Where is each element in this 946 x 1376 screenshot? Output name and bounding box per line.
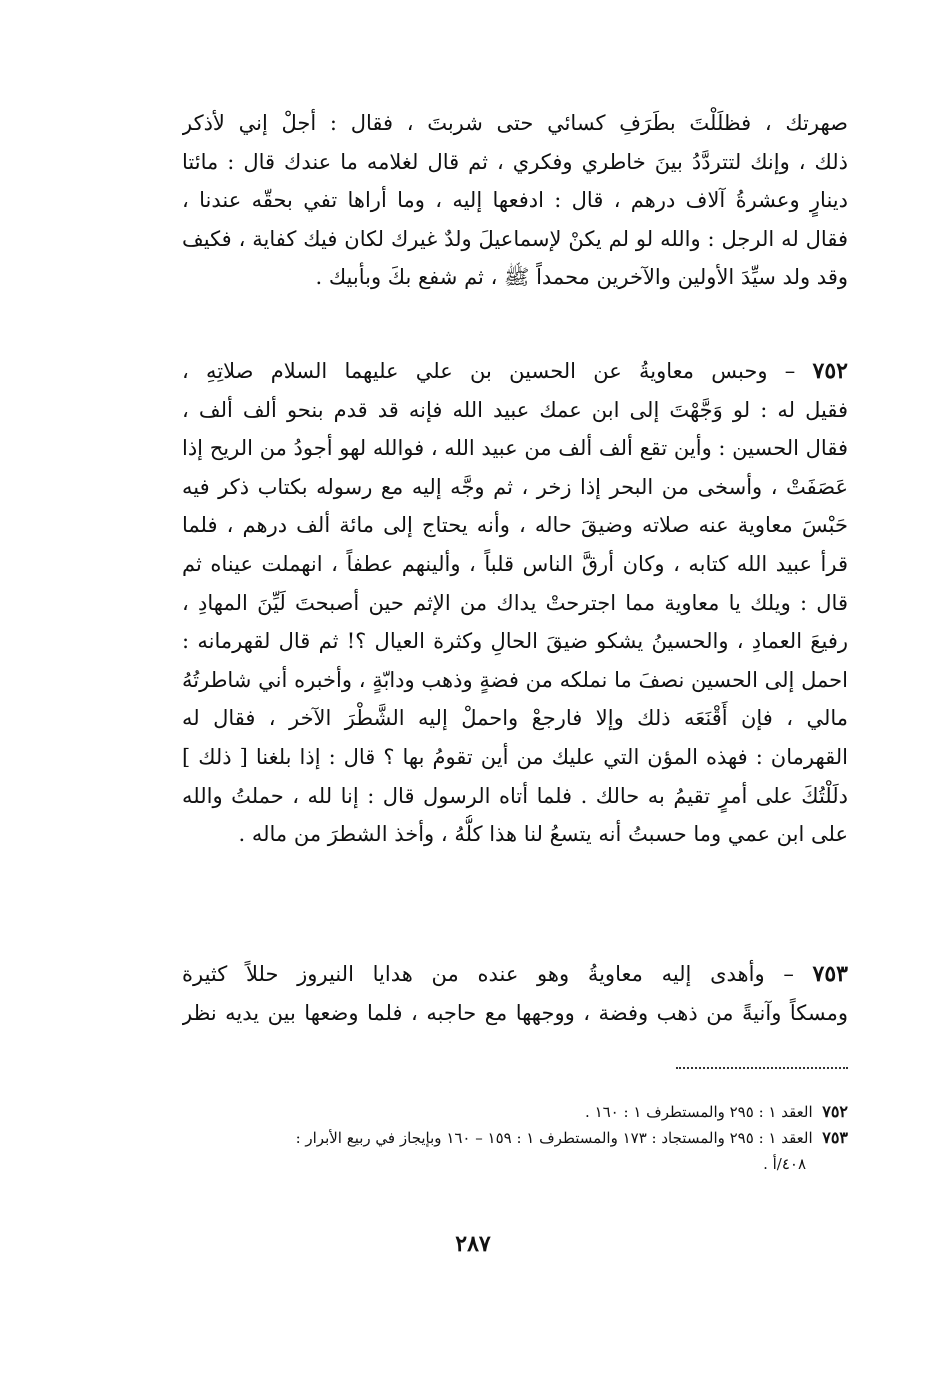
entry-first-line-text: – وحبس معاويةُ عن الحسين بن علي عليهما السلام صلاتِهِ ،	[182, 359, 796, 383]
entry-first-line	[182, 352, 848, 391]
text-line: دلَلْتُكَ على أمرٍ تقيمُ به حالك . فلما أتاه الرسول قال : إنا لله ، حملتُ والله	[182, 783, 848, 808]
entry-first-line	[182, 955, 848, 994]
text-line: وقد ولد سيِّدَ الأولين والآخرين محمداً ﷺ ، ثم شفع بكَ وبأبيك .	[315, 265, 848, 290]
text-line: رفيعَ العمادِ ، والحسينُ يشكو ضيقَ الحالِ وكثرة العيال ؟! ثم قال لقهرمانه :	[182, 629, 848, 654]
text-line: القهرمان : فهذه المؤن التي عليك من أين تقومُ بها ؟ قال : إذا بلغنا [ ذلك ]	[182, 744, 848, 769]
footnote-753	[190, 1125, 848, 1151]
footnote-text: العقد ١ : ٢٩٥ والمستجاد : ١٧٣ والمستطرف ١ : ١٥٩ – ١٦٠ وبإيجاز في ربيع الأبرار :	[295, 1129, 813, 1147]
footnote-separator	[676, 1067, 848, 1069]
footnote-752	[190, 1099, 848, 1125]
text-line: احمل إلى الحسين نصفَ ما نملكه من فضةٍ وذهب ودابّةٍ ، وأخبره أني شاطرتُهُ	[182, 667, 848, 692]
entry-first-line-text: – وأهدى إليه معاويةُ وهو عنده من هدايا النيروز حللاً كثيرة	[182, 962, 794, 986]
footnotes	[190, 1099, 848, 1177]
footnote-number: ٧٥٣	[822, 1128, 848, 1147]
text-line: عَصَفَتْ ، وأسخى من البحر إذا زخر ، ثم وجَّه إليه مع رسوله بكتاب ذكر فيه	[182, 474, 848, 499]
footnote-number: ٧٥٢	[822, 1102, 848, 1121]
text-line: مالي ، فإن أَقْنَعَه ذلك وإلا فارجعْ واحملْ إليه الشَّطْرَ الآخر ، فقال له	[182, 706, 848, 731]
text-line: ذلك ، وإنك لتتردَّدُ بينَ خاطري وفكري ، ثم قال لغلامه ما عندك قال : مائتا	[182, 149, 848, 174]
page-number: ٢٨٧	[455, 1231, 491, 1257]
footnote-text: العقد ١ : ٢٩٥ والمستطرف ١ : ١٦٠ .	[585, 1103, 813, 1121]
text-line: على ابن عمي وما حسبتُ أنه يتسعُ لنا هذا كلُّهُ ، وأخذ الشطرَ من ماله .	[238, 822, 848, 847]
text-line: فقيل له : لو وَجَّهْتَ إلى ابن عمك عبيد الله فإنه قد قدم بنحو ألف ألف ،	[182, 397, 848, 422]
entry-752	[182, 352, 848, 854]
text-line: صهرتك ، فظلَلْتَ بطَرَفِ كسائي حتى شربتَ ، فقال : أجلْ إني لأذكر	[182, 111, 848, 135]
entry-753	[182, 955, 848, 1032]
entry-number: ٧٥٣	[812, 961, 848, 987]
footnote-continuation: ٤٠٨/أ .	[763, 1155, 806, 1173]
text-line: ومسكاً وآنيةً من ذهب وفضة ، ووجهها مع حاجبه ، فلما وضعها بين يديه نظر	[182, 1000, 848, 1025]
text-line: فقال له الرجل : والله لو لم يكنْ لإسماعيلَ ولدٌ غيرك لكان فيك كفاية ، فكيف	[182, 226, 848, 251]
text-line: قال : ويلك يا معاوية مما اجترحتْ يداك من الإثم حين أصبحتَ لَيِّنَ المهادِ ،	[182, 590, 848, 615]
entry-number: ٧٥٢	[812, 358, 848, 384]
text-line: فقال الحسين : وأين تقع ألف ألف من عبيد الله ، فوالله لهو أجودُ من الريح إذا	[182, 436, 848, 461]
text-line: حَبْسَ معاوية عنه صلاته وضيقَ حاله ، وأنه يحتاج إلى مائة ألف درهم ، فلما	[182, 513, 848, 538]
paragraph-continuation	[182, 104, 848, 297]
text-line: قرأ عبيد الله كتابه ، وكان أرقَّ الناس قلباً ، وألينهم عطفاً ، انهملت عيناه ثم	[182, 551, 848, 576]
text-line: دينارٍ وعشرةُ آلاف درهم ، قال : ادفعها إليه ، وما أراها تفي بحقّه عندنا ،	[182, 188, 848, 213]
